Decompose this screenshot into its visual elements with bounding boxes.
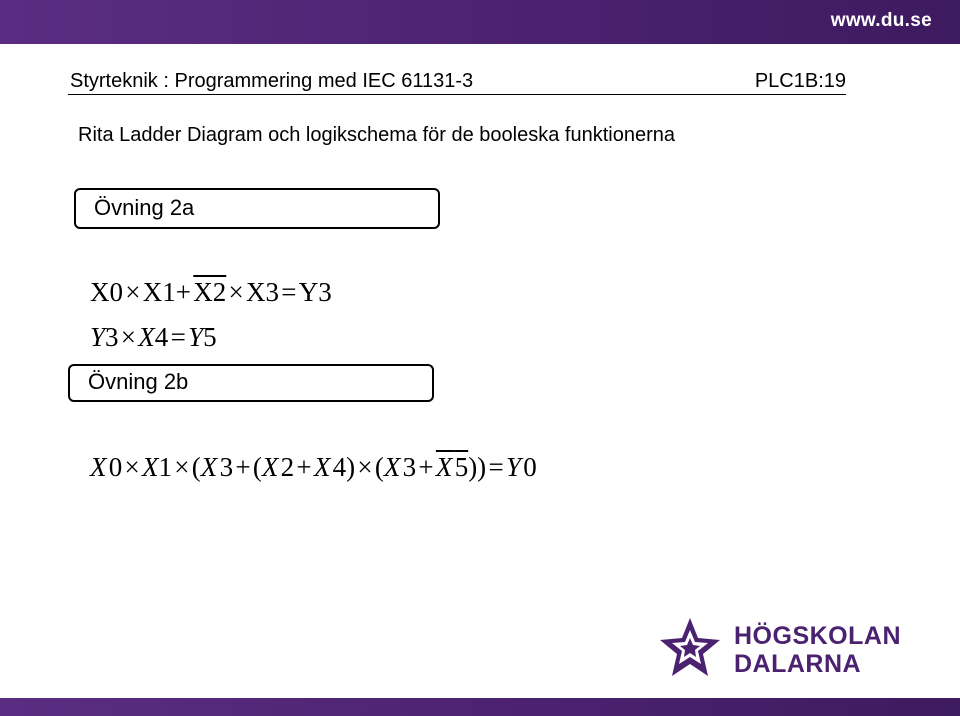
bottom-brand-bar [0,698,960,716]
top-brand-bar [0,0,960,44]
overlined-x5: X 5 [435,452,469,482]
logo-line-2: DALARNA [734,650,862,678]
hogskolan-dalarna-logo [656,614,932,684]
formula-2a-1: X0 × X1+ X2 × X3 = Y3 [90,277,332,307]
overlined-x2: X2 [193,277,227,307]
exercise-2a-box [74,188,440,229]
exercise-2a-label: Övning 2a [94,195,195,220]
instruction-text: Rita Ladder Diagram och logikschema för de booleska funktionerna [78,124,676,146]
exercise-2b-label: Övning 2b [88,369,189,394]
website-url: www.du.se [830,10,932,31]
slide-header [68,68,846,95]
slide-id: PLC1B:19 [754,70,846,92]
logo-wordmark [734,622,901,678]
logo-line-1: HÖGSKOLAN [734,622,901,650]
formula-2a-2: Y3 × X4 = Y5 [90,322,217,352]
slide-title: Styrteknik : Programmering med IEC 61131-3 [70,70,474,92]
star-flower-icon [658,616,722,680]
exercise-2b-box [68,364,434,402]
formula-2b: X 0 × X1 × (X 3 + (X 2 + X 4) × (X 3 + X 5)) = Y 0 [90,452,537,482]
